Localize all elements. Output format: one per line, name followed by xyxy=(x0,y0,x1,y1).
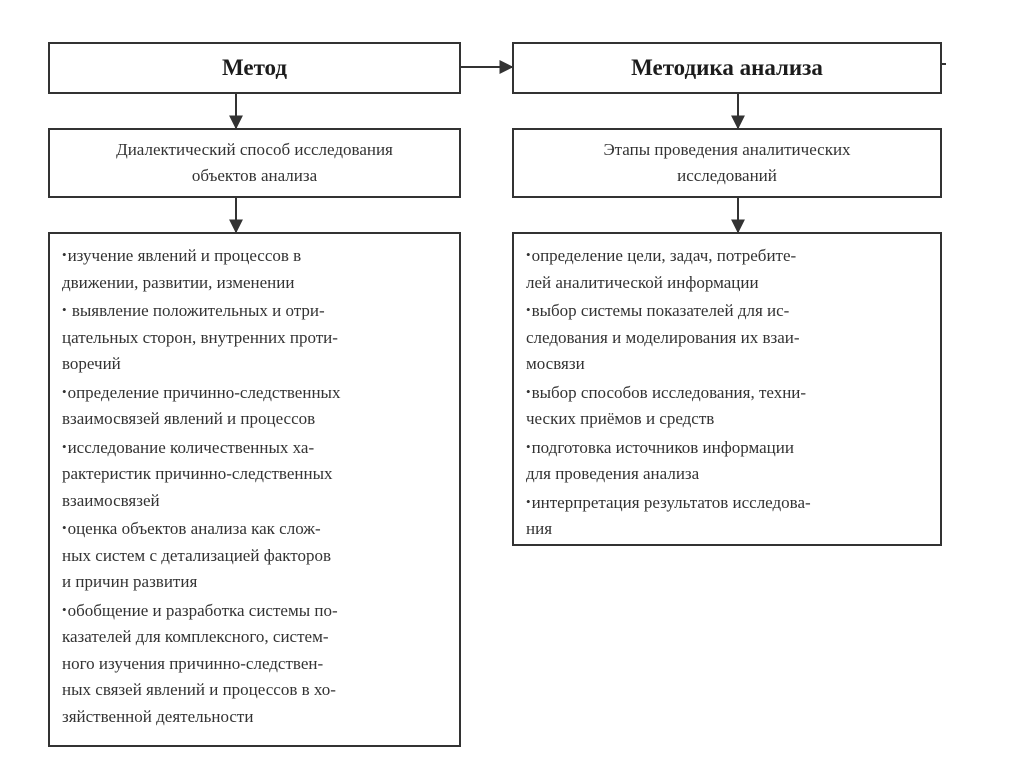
list-item-line xyxy=(62,351,449,378)
list-item-line xyxy=(62,270,449,297)
list-item-line xyxy=(62,434,449,462)
list-item-text: и причин развития xyxy=(62,572,198,591)
methodology-list xyxy=(526,242,930,543)
list-item-text: следования и моделирования их взаи- xyxy=(526,327,800,347)
stages-line-2: исследований xyxy=(677,166,777,185)
list-item-text: зяйственной деятельности xyxy=(62,706,254,726)
list-item-text: выявление положительных и отри- xyxy=(67,301,325,320)
list-item-line xyxy=(62,624,449,651)
method-list xyxy=(62,242,449,730)
list-item-line xyxy=(526,270,930,297)
bullet-icon: • xyxy=(62,302,67,317)
methodology-list-box xyxy=(512,232,942,546)
list-item-line xyxy=(526,489,930,517)
list-item-line xyxy=(526,325,930,352)
list-item-line xyxy=(526,242,930,270)
list-item xyxy=(526,434,930,488)
list-item-text: обобщение и разработка системы по- xyxy=(67,600,338,620)
list-item-text: подготовка источников информации xyxy=(531,437,794,457)
list-item-text: цательных сторон, внутренних проти- xyxy=(62,327,338,347)
list-item-text: исследование количественных ха- xyxy=(67,437,315,457)
list-item xyxy=(62,379,449,433)
list-item-text: выбор способов исследования, техни- xyxy=(531,382,807,402)
list-item-text: взаимосвязей явлений и процессов xyxy=(62,409,316,428)
list-item-text: определение причинно-следственных xyxy=(67,382,341,402)
list-item xyxy=(526,379,930,433)
list-item-line xyxy=(526,434,930,462)
list-item-line xyxy=(62,543,449,570)
list-item-text: выбор системы показателей для ис- xyxy=(531,301,790,320)
list-item-text: лей аналитической информации xyxy=(526,272,759,292)
list-item-line xyxy=(526,406,930,433)
bullet-icon: • xyxy=(62,438,67,454)
list-item-text: ных систем с детализацией факторов xyxy=(62,545,332,565)
list-item-line xyxy=(526,379,930,407)
list-item-line xyxy=(62,379,449,407)
list-item-line xyxy=(526,351,930,378)
list-item-line xyxy=(62,242,449,270)
bullet-icon: • xyxy=(526,438,531,454)
list-item-text: для проведения анализа xyxy=(526,464,700,483)
list-item xyxy=(526,297,930,378)
list-item-text: казателей для комплексного, систем- xyxy=(62,627,329,646)
bullet-icon: • xyxy=(62,520,67,535)
list-item-line xyxy=(62,704,449,731)
list-item-text: ного изучения причинно-следствен- xyxy=(62,653,324,673)
stages-box xyxy=(512,128,942,198)
list-item xyxy=(526,242,930,296)
methodology-box xyxy=(512,42,942,94)
bullet-icon: • xyxy=(526,247,531,262)
list-item-text: ния xyxy=(526,519,553,538)
method-title: Метод xyxy=(221,55,288,80)
list-item-line xyxy=(62,515,449,543)
list-item xyxy=(62,515,449,596)
method-list-box xyxy=(48,232,461,747)
list-item xyxy=(62,242,449,296)
bullet-icon: • xyxy=(526,383,531,399)
list-item-line xyxy=(62,297,449,325)
list-item-text: ческих приёмов и средств xyxy=(526,409,715,428)
stages-line-1: Этапы проведения аналитических xyxy=(603,140,851,159)
list-item-line xyxy=(62,569,449,596)
list-item xyxy=(62,597,449,731)
list-item-line xyxy=(526,516,930,543)
list-item-line xyxy=(526,461,930,488)
list-item-text: интерпретация результатов исследова- xyxy=(531,492,811,512)
list-item-text: изучение явлений и процессов в xyxy=(67,246,302,265)
list-item-text: оценка объектов анализа как слож- xyxy=(67,519,321,538)
bullet-icon: • xyxy=(62,383,67,399)
list-item-text: мосвязи xyxy=(526,354,585,373)
bullet-icon: • xyxy=(62,247,67,262)
dialectic-line-2: объектов анализа xyxy=(191,166,318,185)
list-item-text: движении, развитии, изменении xyxy=(62,272,295,292)
dialectic-line-1: Диалектический способ исследования xyxy=(116,140,393,159)
list-item-text: взаимосвязей xyxy=(62,490,160,510)
dialectic-box xyxy=(48,128,461,198)
method-box xyxy=(48,42,461,94)
list-item-line xyxy=(62,651,449,678)
bullet-icon: • xyxy=(62,601,67,617)
bullet-icon: • xyxy=(526,493,531,509)
list-item-text: определение цели, задач, потребите- xyxy=(531,246,797,265)
list-item-line xyxy=(62,597,449,625)
list-item-line xyxy=(526,297,930,325)
bullet-icon: • xyxy=(526,302,531,317)
list-item-text: рактеристик причинно-следственных xyxy=(62,464,333,483)
list-item xyxy=(62,297,449,378)
list-item-line xyxy=(62,488,449,515)
list-item-line xyxy=(62,325,449,352)
list-item-line xyxy=(62,406,449,433)
list-item-text: воречий xyxy=(62,354,121,373)
list-item xyxy=(62,434,449,515)
list-item-line xyxy=(62,677,449,704)
methodology-title: Методика анализа xyxy=(631,55,823,80)
list-item xyxy=(526,489,930,543)
list-item-text: ных связей явлений и процессов в хо- xyxy=(62,680,336,699)
list-item-line xyxy=(62,461,449,488)
